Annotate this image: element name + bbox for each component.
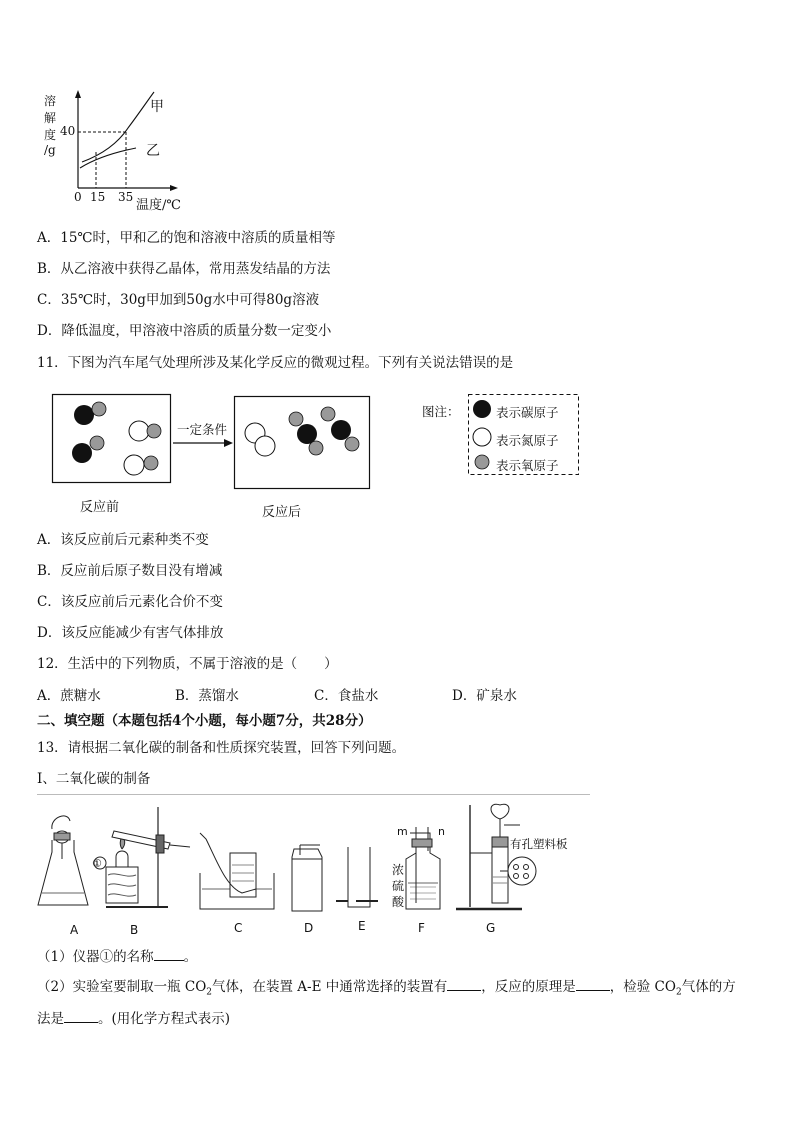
q11-option-a: A．该反应前后元素种类不变: [37, 532, 209, 548]
q13-sub1: [37, 946, 197, 966]
q13-sub1-text: （1）仪器①的名称: [37, 949, 154, 965]
q11-option-b: B．反应前后原子数目没有增减: [37, 563, 223, 579]
curve-label-yi: 乙: [146, 143, 160, 159]
q11-option-c: C．该反应前后元素化合价不变: [37, 594, 223, 610]
q13-sub2-line2: [37, 1008, 230, 1028]
q13-sub2-text: 气体的方: [681, 979, 736, 995]
q13-sub2-text: 。(用化学方程式表示): [98, 1011, 231, 1027]
q10-option-b: B．从乙溶液中获得乙晶体，常用蒸发结晶的方法: [37, 261, 331, 277]
x-tick-0: 0: [74, 190, 82, 204]
port-m: m: [397, 825, 408, 838]
reaction-diagram: [50, 392, 590, 522]
q11-option-d: D．该反应能减少有害气体排放: [37, 625, 224, 641]
label-b: B: [130, 923, 139, 937]
q10-option-d: D．降低温度，甲溶液中溶质的质量分数一定变小: [37, 323, 332, 339]
subscript-2: 2: [675, 987, 682, 998]
q12-option-b: B．蒸馏水: [175, 688, 239, 704]
q13-sub2-line1: [37, 976, 736, 1002]
x-tick-15: 15: [90, 190, 106, 204]
q12-option-a: A．蔗糖水: [37, 688, 101, 704]
before-caption: 反应前: [80, 500, 120, 515]
legend-title: 图注：: [422, 404, 460, 419]
acid-char: 硫: [392, 879, 405, 893]
acid-char: 酸: [392, 895, 405, 909]
label-c: C: [234, 921, 243, 935]
solubility-graph: [36, 90, 196, 215]
q13-sub2-text: 气体，在装置 A-E 中通常选择的装置有: [212, 979, 448, 995]
q13-part1-heading: Ⅰ、二氧化碳的制备: [37, 771, 151, 787]
answer-blank[interactable]: [576, 976, 610, 991]
answer-blank[interactable]: [447, 976, 481, 991]
acid-char: 浓: [392, 863, 405, 877]
reaction-condition: 一定条件: [177, 422, 228, 437]
y-axis-char: 度: [44, 128, 57, 142]
answer-blank[interactable]: [64, 1008, 98, 1023]
q13-sub1-end: 。: [183, 949, 198, 965]
y-tick-40: 40: [60, 124, 76, 138]
legend-oxygen: 表示氧原子: [496, 458, 559, 473]
marker-1: ①: [92, 857, 102, 870]
label-a: A: [70, 923, 79, 937]
label-e: E: [358, 919, 366, 933]
curve-label-jia: 甲: [150, 99, 164, 115]
q13-stem: 13．请根据二氧化碳的制备和性质探究装置，回答下列问题。: [37, 740, 406, 756]
answer-blank[interactable]: [154, 946, 184, 961]
y-axis-char: 解: [44, 111, 57, 125]
y-axis-char: 溶: [44, 94, 57, 108]
g-plate-label: 有孔塑料板: [510, 837, 568, 851]
q13-sub2-text: 法是: [37, 1011, 64, 1027]
apparatus-figure: [30, 797, 590, 939]
x-tick-35: 35: [118, 190, 134, 204]
divider: [37, 794, 590, 795]
legend-nitrogen: 表示氮原子: [496, 433, 559, 448]
q13-sub2-text: （2）实验室要制取一瓶 CO: [37, 979, 207, 995]
q12-option-c: C．食盐水: [314, 688, 379, 704]
q13-sub2-text: ，检验 CO: [609, 979, 676, 995]
q10-option-c: C．35℃时，30g甲加到50g水中可得80g溶液: [37, 292, 320, 308]
label-d: D: [304, 921, 314, 935]
subscript-2: 2: [206, 987, 213, 998]
q10-option-a: A．15℃时，甲和乙的饱和溶液中溶质的质量相等: [37, 230, 336, 246]
legend-carbon: 表示碳原子: [496, 405, 559, 420]
apparatus-svg: [30, 797, 590, 922]
port-n: n: [438, 825, 445, 838]
y-axis-char: /g: [44, 143, 56, 157]
q12-option-d: D．矿泉水: [452, 688, 517, 704]
section-heading: 二、填空题（本题包括4个小题，每小题7分，共28分）: [37, 713, 372, 729]
q13-sub2-text: ，反应的原理是: [481, 979, 576, 995]
label-g: G: [486, 921, 496, 935]
after-caption: 反应后: [262, 505, 302, 520]
q12-stem: 12．生活中的下列物质，不属于溶液的是（ ）: [37, 656, 338, 672]
label-f: F: [418, 921, 425, 935]
q11-stem: 11．下图为汽车尾气处理所涉及某化学反应的微观过程。下列有关说法错误的是: [37, 355, 514, 371]
x-axis-label: 温度/℃: [136, 198, 181, 213]
